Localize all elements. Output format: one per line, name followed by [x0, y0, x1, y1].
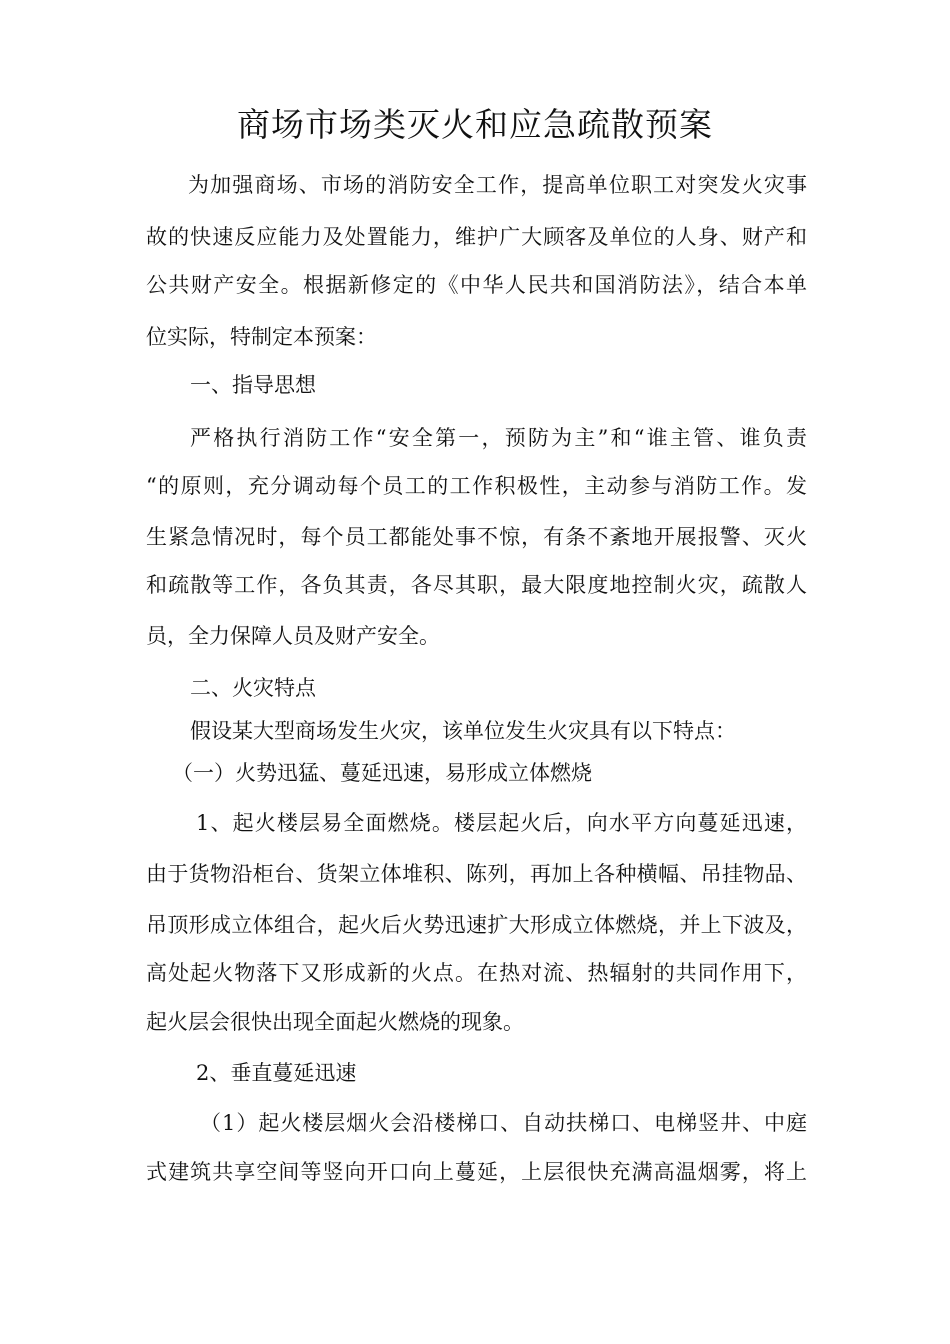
intro-line-4: 位实际，特制定本预案：	[146, 325, 377, 349]
section1-line-4: 和疏散等工作，各负其责，各尽其职，最大限度地控制火灾，疏散人	[146, 573, 807, 597]
document-title: 商场市场类灭火和应急疏散预案	[237, 105, 713, 144]
item2-1-line-2: 式建筑共享空间等竖向开口向上蔓延，上层很快充满高温烟雾，将上	[146, 1160, 807, 1184]
section2-intro: 假设某大型商场发生火灾，该单位发生火灾具有以下特点：	[190, 719, 736, 743]
item1-line-1: 1、起火楼层易全面燃烧。楼层起火后，向水平方向蔓延迅速，	[196, 811, 807, 835]
item1-line-5: 起火层会很快出现全面起火燃烧的现象。	[146, 1010, 524, 1034]
item1-line-3: 吊顶形成立体组合，起火后火势迅速扩大形成立体燃烧，并上下波及，	[146, 913, 807, 937]
item2-1-line-1: （1）起火楼层烟火会沿楼梯口、自动扶梯口、电梯竖井、中庭	[200, 1111, 807, 1135]
item1-line-4: 高处起火物落下又形成新的火点。在热对流、热辐射的共同作用下，	[146, 961, 807, 985]
intro-line-1: 为加强商场、市场的消防安全工作，提高单位职工对突发火灾事	[188, 173, 807, 197]
item1-line-2: 由于货物沿柜台、货架立体堆积、陈列，再加上各种横幅、吊挂物品、	[146, 862, 807, 886]
intro-line-2: 故的快速反应能力及处置能力，维护广大顾客及单位的人身、财产和	[146, 225, 807, 249]
section1-line-1: 严格执行消防工作“安全第一，预防为主”和“谁主管、谁负责	[190, 426, 807, 450]
intro-line-3: 公共财产安全。根据新修定的《中华人民共和国消防法》，结合本单	[146, 273, 807, 297]
section1-line-5: 员，全力保障人员及财产安全。	[146, 624, 440, 648]
section-heading-guiding: 一、指导思想	[190, 373, 316, 397]
section1-line-2: “的原则，充分调动每个员工的工作积极性，主动参与消防工作。发	[146, 474, 807, 498]
subsection-heading-1: （一）火势迅猛、蔓延迅速，易形成立体燃烧	[172, 761, 592, 785]
section1-line-3: 生紧急情况时，每个员工都能处事不惊，有条不紊地开展报警、灭火	[146, 525, 807, 549]
item2-heading: 2、垂直蔓延迅速	[196, 1061, 357, 1085]
section-heading-fire-characteristics: 二、火灾特点	[190, 676, 316, 700]
